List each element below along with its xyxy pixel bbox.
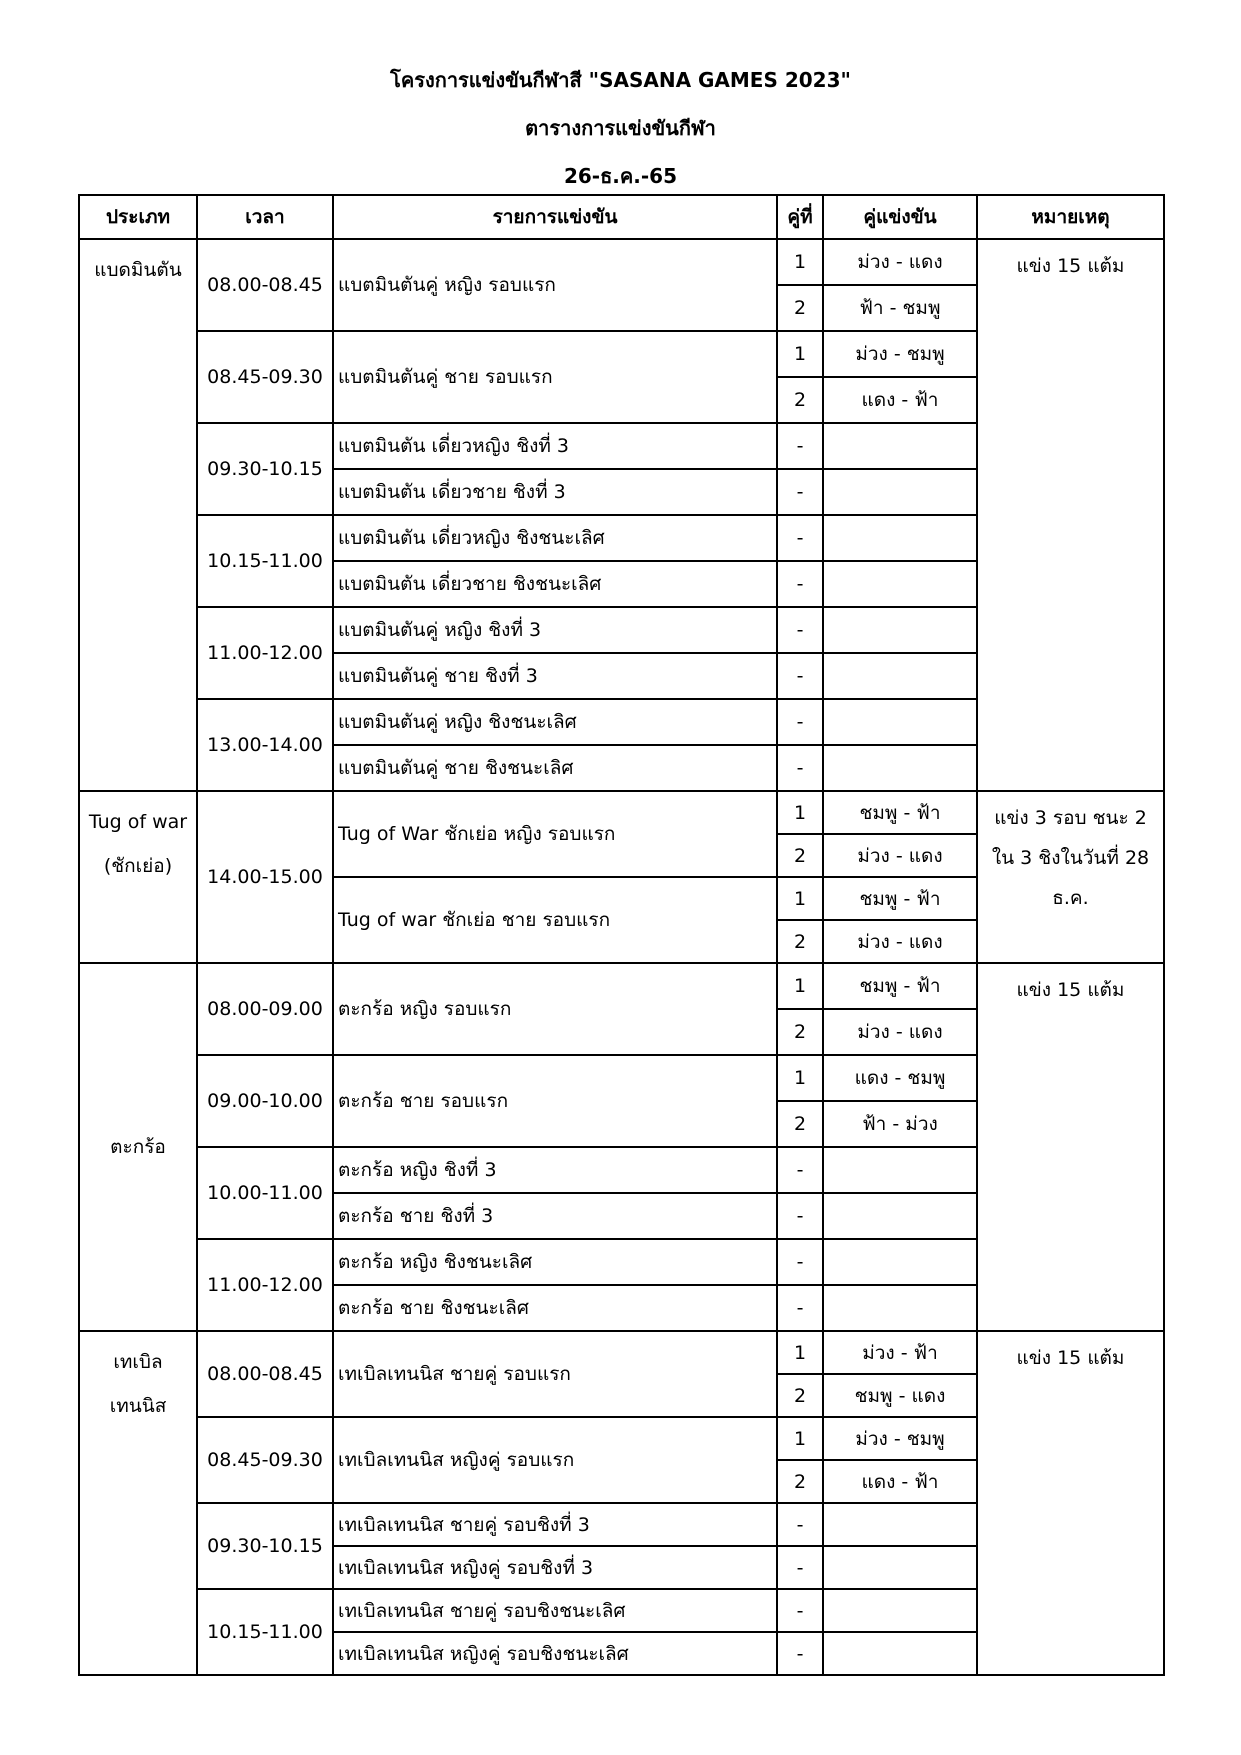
event-name-cell: Tug of War ชักเย่อ หญิง รอบแรก [333,791,777,877]
pair-number-cell: 1 [777,791,823,834]
event-name-cell: แบตมินตัน เดี่ยวชาย ชิงที่ 3 [333,469,777,515]
teams-cell: ชมพู - ฟ้า [823,791,977,834]
event-name-cell: เทเบิลเทนนิส ชายคู่ รอบชิงที่ 3 [333,1503,777,1546]
sport-type-cell: ตะกร้อ [79,963,197,1331]
event-name-cell: ตะกร้อ หญิง รอบแรก [333,963,777,1055]
document-title: โครงการแข่งขันกีฬาสี "SASANA GAMES 2023" [390,68,851,92]
schedule-table [78,194,1165,1676]
column-header-pair: คู่ที่ [777,195,823,239]
column-header-type: ประเภท [79,195,197,239]
event-name-cell: แบตมินตัน เดี่ยวหญิง ชิงชนะเลิศ [333,515,777,561]
column-header-event: รายการแข่งขัน [333,195,777,239]
teams-cell: ชมพู - แดง [823,1374,977,1417]
teams-cell [823,1147,977,1193]
teams-cell: แดง - ฟ้า [823,1460,977,1503]
pair-number-cell: 2 [777,1460,823,1503]
pair-number-cell: 1 [777,1417,823,1460]
pair-number-cell: - [777,699,823,745]
teams-cell: ม่วง - แดง [823,920,977,963]
teams-cell [823,1546,977,1589]
time-cell: 08.00-08.45 [197,1331,333,1417]
pair-number-cell: 2 [777,1101,823,1147]
note-cell: แข่ง 15 แต้ม [977,963,1164,1331]
pair-number-cell: - [777,1239,823,1285]
pair-number-cell: 1 [777,877,823,920]
pair-number-cell: 2 [777,1009,823,1055]
event-name-cell: ตะกร้อ ชาย ชิงที่ 3 [333,1193,777,1239]
column-header-note: หมายเหตุ [977,195,1164,239]
time-cell: 08.00-09.00 [197,963,333,1055]
event-name-cell: แบตมินตันคู่ ชาย ชิงที่ 3 [333,653,777,699]
document-date: 26-ธ.ค.-65 [563,164,678,188]
pair-number-cell: 1 [777,331,823,377]
teams-cell [823,745,977,791]
event-name-cell: เทเบิลเทนนิส หญิงคู่ รอบชิงที่ 3 [333,1546,777,1589]
teams-cell [823,515,977,561]
pair-number-cell: - [777,1193,823,1239]
sport-type-cell: แบดมินตัน [79,239,197,791]
event-name-cell: แบตมินตัน เดี่ยวชาย ชิงชนะเลิศ [333,561,777,607]
pair-number-cell: - [777,1546,823,1589]
table-row [79,963,1164,1009]
event-name-cell: แบตมินตัน เดี่ยวหญิง ชิงที่ 3 [333,423,777,469]
pair-number-cell: 1 [777,239,823,285]
event-name-cell: แบตมินตันคู่ ชาย ชิงชนะเลิศ [333,745,777,791]
teams-cell [823,1632,977,1675]
pair-number-cell: - [777,1632,823,1675]
time-cell: 10.00-11.00 [197,1147,333,1239]
table-header-row [79,195,1164,239]
time-cell: 09.00-10.00 [197,1055,333,1147]
teams-cell: ม่วง - ฟ้า [823,1331,977,1374]
event-name-cell: ตะกร้อ ชาย รอบแรก [333,1055,777,1147]
event-name-cell: เทเบิลเทนนิส หญิงคู่ รอบชิงชนะเลิศ [333,1632,777,1675]
pair-number-cell: 1 [777,963,823,1009]
table-row [79,1331,1164,1374]
pair-number-cell: - [777,607,823,653]
teams-cell: ม่วง - แดง [823,239,977,285]
time-cell: 10.15-11.00 [197,515,333,607]
teams-cell: ฟ้า - ม่วง [823,1101,977,1147]
table-row [79,791,1164,834]
column-header-teams: คู่แข่งขัน [823,195,977,239]
table-row [79,239,1164,285]
event-name-cell: เทเบิลเทนนิส ชายคู่ รอบชิงชนะเลิศ [333,1589,777,1632]
teams-cell: แดง - ชมพู [823,1055,977,1101]
pair-number-cell: - [777,561,823,607]
event-name-cell: Tug of war ชักเย่อ ชาย รอบแรก [333,877,777,963]
teams-cell [823,1239,977,1285]
column-header-time: เวลา [197,195,333,239]
teams-cell [823,607,977,653]
pair-number-cell: - [777,745,823,791]
teams-cell: ชมพู - ฟ้า [823,877,977,920]
teams-cell [823,699,977,745]
pair-number-cell: - [777,423,823,469]
teams-cell: ม่วง - แดง [823,834,977,877]
pair-number-cell: 2 [777,377,823,423]
time-cell: 14.00-15.00 [197,791,333,963]
document-subtitle: ตารางการแข่งขันกีฬา [525,116,716,140]
event-name-cell: ตะกร้อ หญิง ชิงที่ 3 [333,1147,777,1193]
event-name-cell: เทเบิลเทนนิส ชายคู่ รอบแรก [333,1331,777,1417]
teams-cell [823,1285,977,1331]
pair-number-cell: - [777,1589,823,1632]
event-name-cell: เทเบิลเทนนิส หญิงคู่ รอบแรก [333,1417,777,1503]
pair-number-cell: - [777,1285,823,1331]
time-cell: 11.00-12.00 [197,1239,333,1331]
time-cell: 09.30-10.15 [197,423,333,515]
event-name-cell: แบตมินตันคู่ หญิง ชิงชนะเลิศ [333,699,777,745]
event-name-cell: แบตมินตันคู่ หญิง รอบแรก [333,239,777,331]
teams-cell [823,1193,977,1239]
pair-number-cell: - [777,653,823,699]
pair-number-cell: - [777,1147,823,1193]
time-cell: 10.15-11.00 [197,1589,333,1675]
pair-number-cell: 2 [777,285,823,331]
schedule-body [79,239,1164,1675]
pair-number-cell: - [777,469,823,515]
teams-cell: แดง - ฟ้า [823,377,977,423]
time-cell: 08.45-09.30 [197,1417,333,1503]
teams-cell [823,423,977,469]
teams-cell [823,469,977,515]
pair-number-cell: - [777,515,823,561]
time-cell: 08.00-08.45 [197,239,333,331]
pair-number-cell: 1 [777,1331,823,1374]
time-cell: 11.00-12.00 [197,607,333,699]
pair-number-cell: 1 [777,1055,823,1101]
pair-number-cell: 2 [777,1374,823,1417]
event-name-cell: แบตมินตันคู่ หญิง ชิงที่ 3 [333,607,777,653]
event-name-cell: ตะกร้อ หญิง ชิงชนะเลิศ [333,1239,777,1285]
time-cell: 08.45-09.30 [197,331,333,423]
event-name-cell: ตะกร้อ ชาย ชิงชนะเลิศ [333,1285,777,1331]
time-cell: 09.30-10.15 [197,1503,333,1589]
teams-cell: ม่วง - แดง [823,1009,977,1055]
teams-cell: ฟ้า - ชมพู [823,285,977,331]
note-cell: แข่ง 15 แต้ม [977,1331,1164,1675]
pair-number-cell: 2 [777,920,823,963]
teams-cell: ม่วง - ชมพู [823,1417,977,1460]
sport-type-cell: เทเบิล เทนนิส [79,1331,197,1675]
teams-cell: ม่วง - ชมพู [823,331,977,377]
event-name-cell: แบตมินตันคู่ ชาย รอบแรก [333,331,777,423]
time-cell: 13.00-14.00 [197,699,333,791]
pair-number-cell: 2 [777,834,823,877]
note-cell: แข่ง 3 รอบ ชนะ 2 ใน 3 ชิงในวันที่ 28 ธ.ค. [977,791,1164,963]
teams-cell [823,1589,977,1632]
sport-type-cell: Tug of war (ชักเย่อ) [79,791,197,963]
teams-cell [823,1503,977,1546]
note-cell: แข่ง 15 แต้ม [977,239,1164,791]
teams-cell: ชมพู - ฟ้า [823,963,977,1009]
pair-number-cell: - [777,1503,823,1546]
teams-cell [823,561,977,607]
teams-cell [823,653,977,699]
